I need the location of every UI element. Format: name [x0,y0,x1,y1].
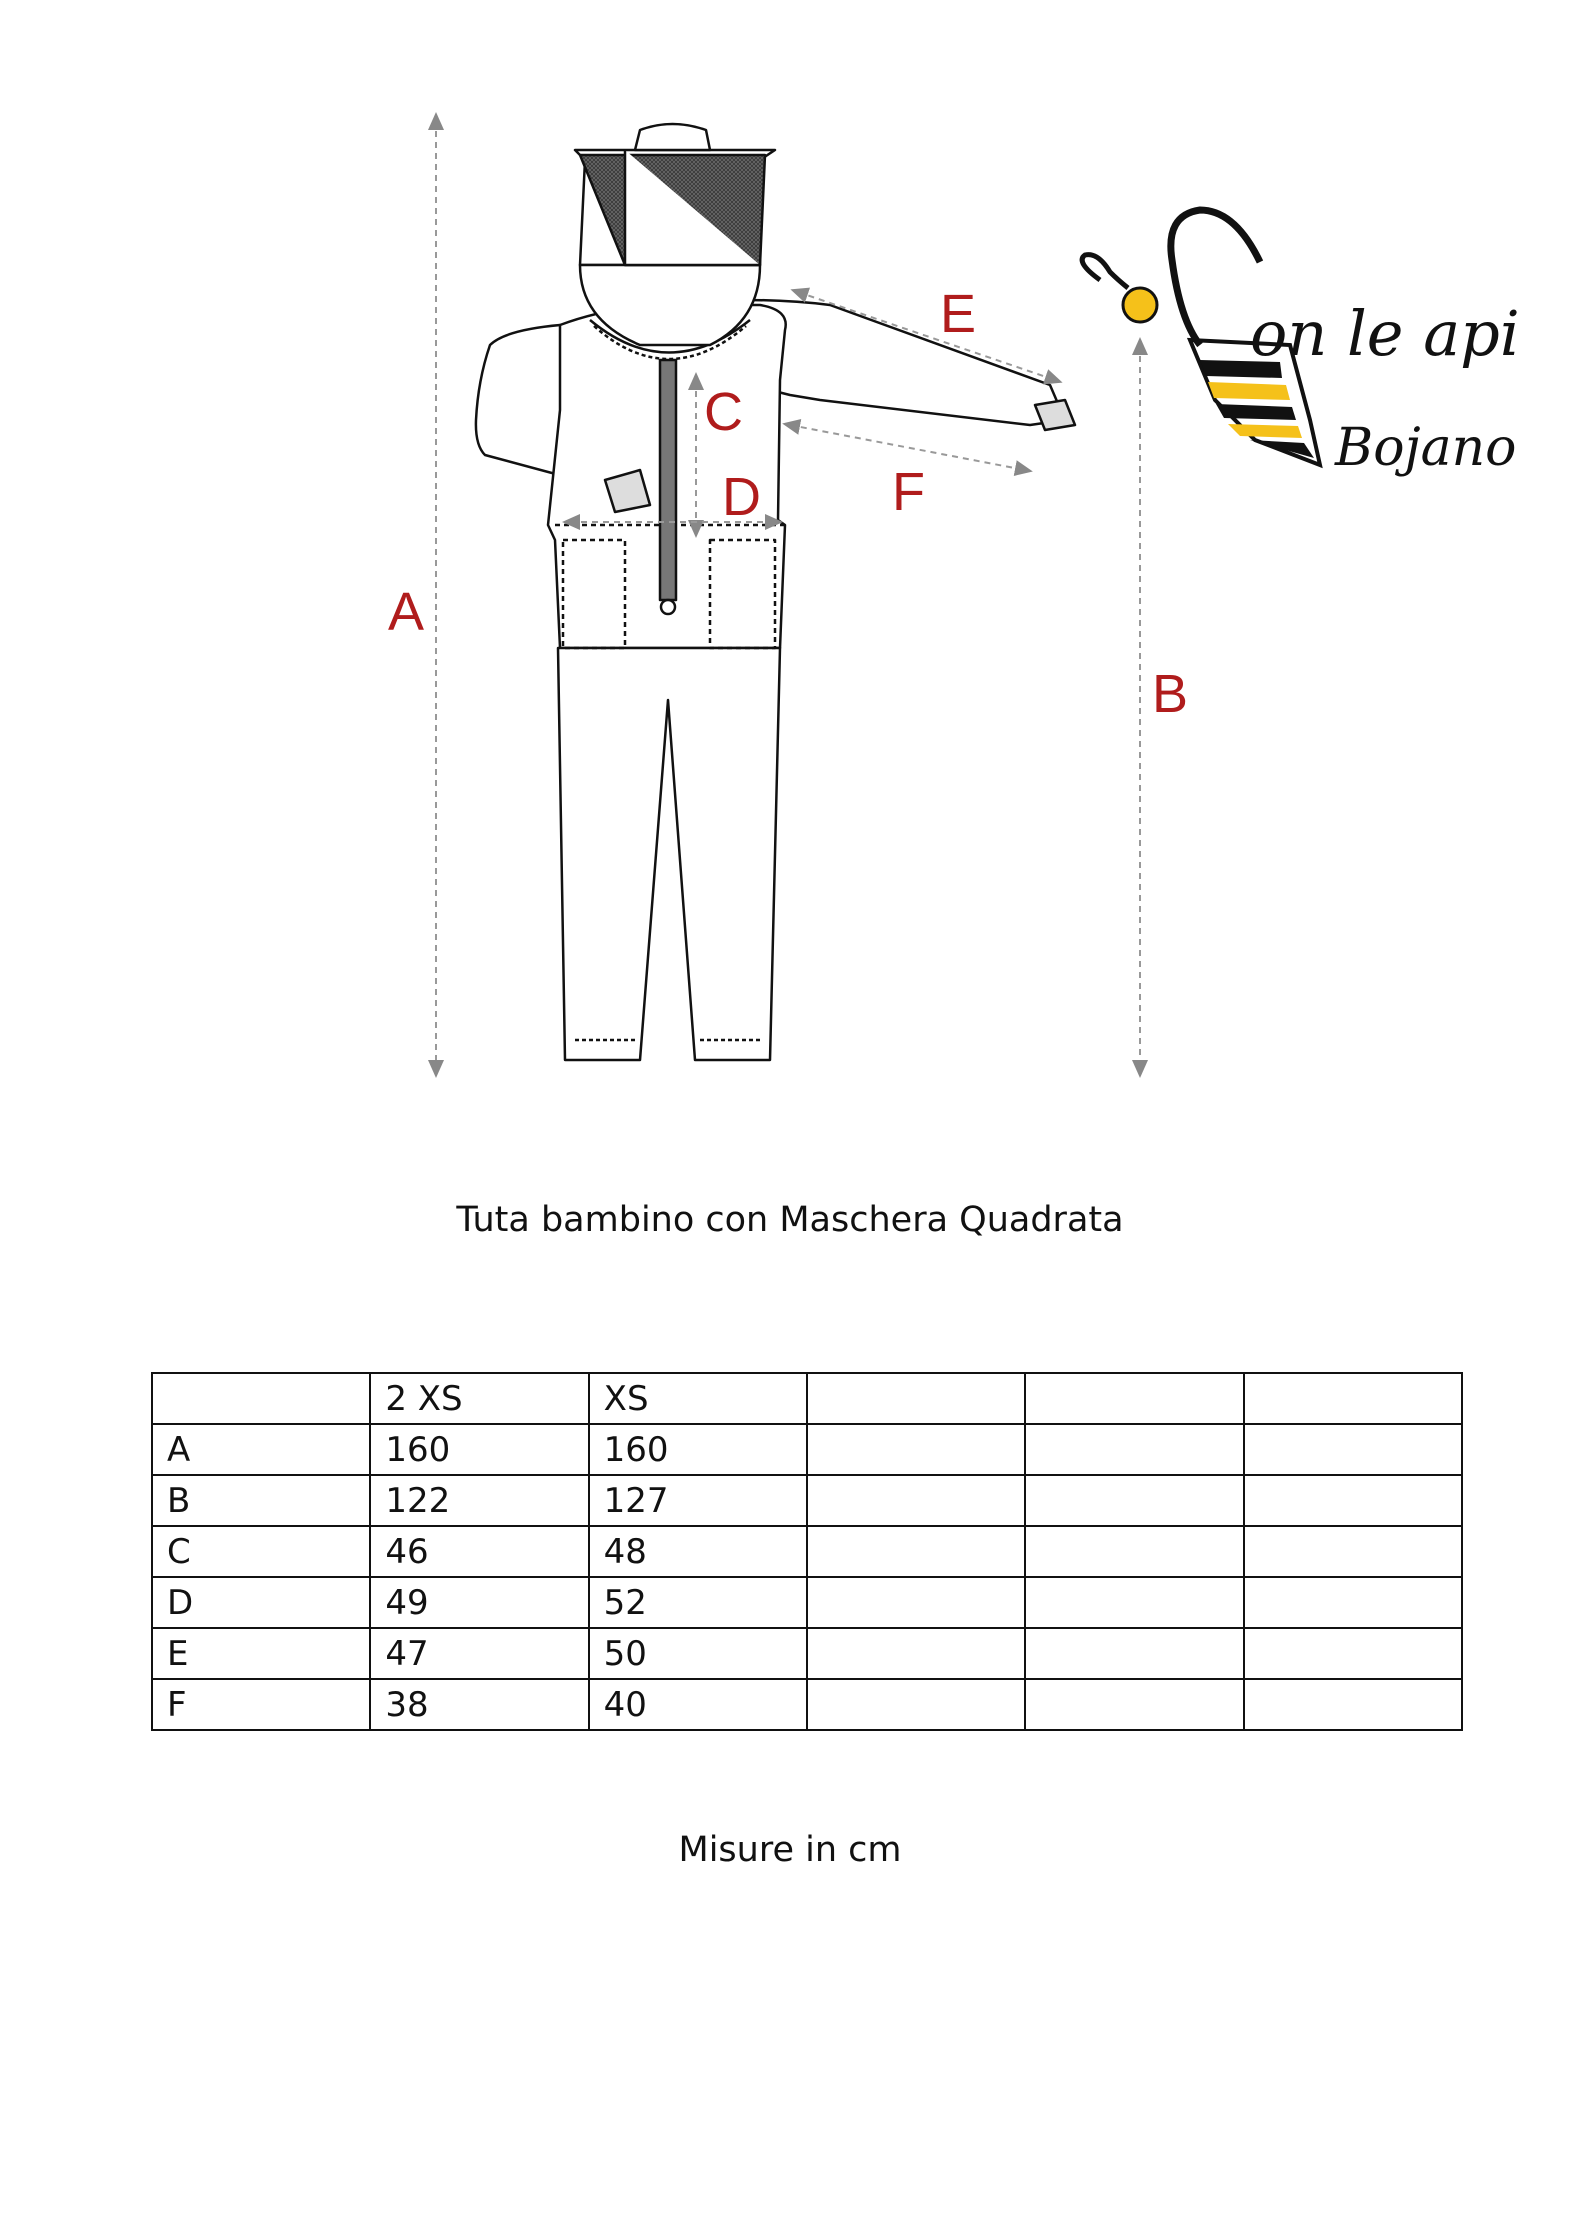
table-cell: 50 [589,1628,807,1679]
bee-antenna-icon [1082,255,1128,288]
table-header-cell [1025,1373,1243,1424]
con-le-api-bojano-logo [1082,210,1520,478]
table-cell: 46 [370,1526,588,1577]
table-cell [807,1475,1025,1526]
table-cell: D [152,1577,370,1628]
table-row [152,1577,1462,1628]
bee-head-icon [1123,288,1157,322]
table-row [152,1475,1462,1526]
label-e: E [940,284,977,344]
table-cell: E [152,1628,370,1679]
table-cell: 160 [589,1424,807,1475]
table-header-row [152,1373,1462,1424]
table-cell [807,1526,1025,1577]
table-cell [1025,1628,1243,1679]
label-c: C [704,382,743,442]
table-header-cell [807,1373,1025,1424]
document-title: Tuta bambino con Maschera Quadrata [456,1200,1124,1240]
table-cell [1244,1577,1462,1628]
size-table [151,1372,1463,1731]
table-cell [1244,1679,1462,1730]
table-cell [1025,1679,1243,1730]
table-row [152,1424,1462,1475]
table-cell [1244,1628,1462,1679]
table-cell: A [152,1424,370,1475]
table-cell [1025,1526,1243,1577]
beekeeper-suit-illustration [476,124,1075,1060]
table-cell: 49 [370,1577,588,1628]
table-cell: 40 [589,1679,807,1730]
table-cell: 122 [370,1475,588,1526]
table-cell [1244,1526,1462,1577]
table-cell [1025,1475,1243,1526]
table-header-cell [1244,1373,1462,1424]
size-table-body [152,1373,1462,1730]
label-b: B [1152,664,1189,724]
logo-line1: on le api [1250,297,1520,370]
table-cell: 38 [370,1679,588,1730]
logo-c-letter [1171,210,1260,345]
table-cell [807,1628,1025,1679]
table-cell: 47 [370,1628,588,1679]
table-cell: 127 [589,1475,807,1526]
table-cell: F [152,1679,370,1730]
table-cell [807,1679,1025,1730]
label-f: F [892,462,925,522]
logo-line2: Bojano [1335,418,1517,478]
table-header-cell [152,1373,370,1424]
table-row [152,1526,1462,1577]
table-cell [1244,1475,1462,1526]
label-d: D [722,467,761,527]
table-cell [807,1424,1025,1475]
table-header-cell: 2 XS [370,1373,588,1424]
table-cell: 52 [589,1577,807,1628]
table-cell: 48 [589,1526,807,1577]
table-header-cell: XS [589,1373,807,1424]
table-cell [807,1577,1025,1628]
dimension-lines [436,120,1140,1070]
table-cell: 160 [370,1424,588,1475]
table-cell: C [152,1526,370,1577]
table-cell [1025,1424,1243,1475]
units-note: Misure in cm [678,1830,902,1870]
table-cell [1244,1424,1462,1475]
table-row [152,1628,1462,1679]
label-a: A [388,582,425,642]
table-cell: B [152,1475,370,1526]
table-row [152,1679,1462,1730]
table-cell [1025,1577,1243,1628]
